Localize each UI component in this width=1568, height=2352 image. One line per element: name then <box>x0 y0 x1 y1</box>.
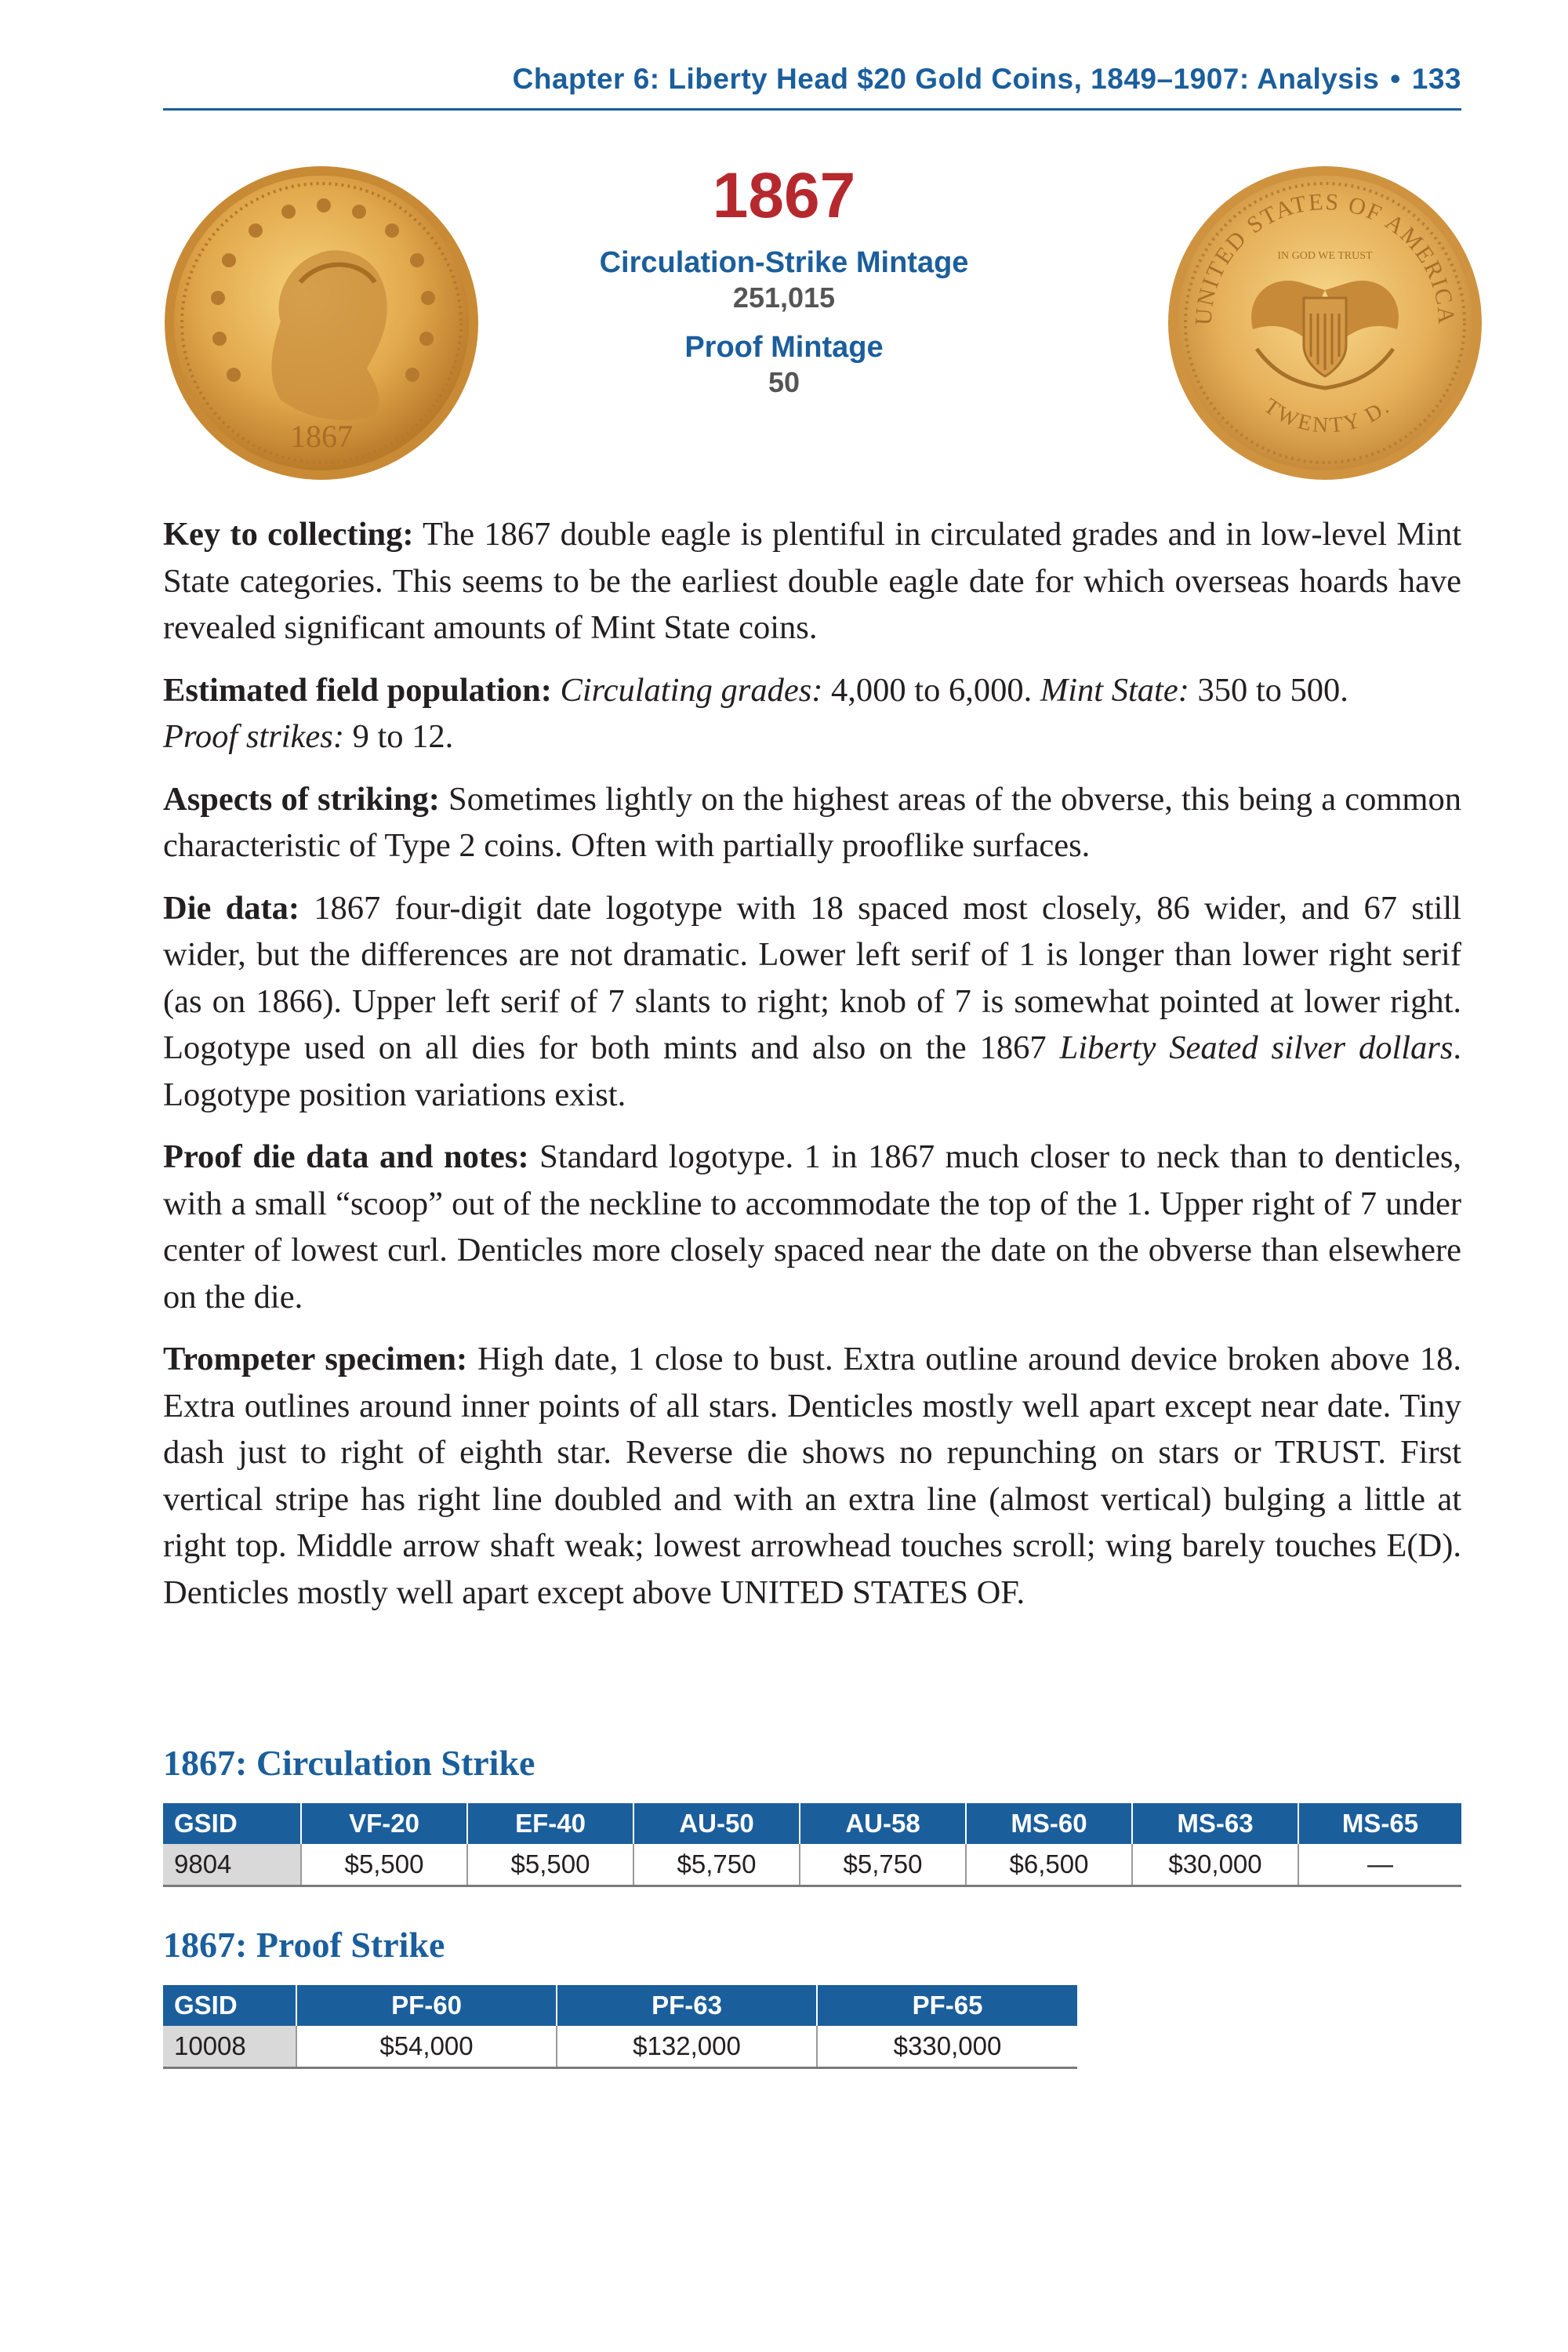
trompeter-label: Trompeter specimen: <box>163 1341 468 1377</box>
key-to-collecting-text: The 1867 double eagle is plentiful in circulated grades and in low-level Mint State categories. This seems to be the earliest double eagle date for which overseas hoards have revealed significant amounts of Mint State coins. <box>163 516 1461 646</box>
table-header-row <box>163 1985 1077 2026</box>
column-header: PF-63 <box>557 1985 817 2026</box>
page-number: 133 <box>1411 63 1461 95</box>
reverse-coin-image <box>1167 165 1484 486</box>
field-population-paragraph <box>163 667 1461 760</box>
price-cell: $5,500 <box>301 1844 467 1886</box>
column-header: PF-60 <box>296 1985 557 2026</box>
table-header-row <box>163 1803 1461 1844</box>
chapter-title: Chapter 6: Liberty Head $20 Gold Coins, 1849–1907: Analysis <box>512 63 1380 95</box>
price-cell: $6,500 <box>966 1844 1132 1886</box>
price-cell: $54,000 <box>296 2026 557 2068</box>
circulation-table-title: 1867: Circulation Strike <box>163 1743 535 1783</box>
column-header: MS-60 <box>966 1803 1132 1844</box>
proof-price-table <box>163 1985 1077 2069</box>
aspects-of-striking-paragraph <box>163 776 1461 869</box>
proof-strikes-label: Proof strikes: <box>163 718 344 755</box>
reverse-legend-top: UNITED STATES OF AMERICA <box>1190 188 1460 326</box>
coin-date-title: 1867 <box>712 160 856 231</box>
die-data-paragraph <box>163 885 1461 1119</box>
column-header: MS-63 <box>1132 1803 1298 1844</box>
reverse-coin-illustration <box>1167 165 1484 482</box>
column-header: AU-58 <box>800 1803 966 1844</box>
obverse-date-text: 1867 <box>290 419 353 454</box>
mint-state-value: 350 to 500. <box>1189 671 1348 709</box>
price-cell: $30,000 <box>1132 1844 1298 1886</box>
column-header: EF-40 <box>467 1803 633 1844</box>
column-header: AU-50 <box>633 1803 800 1844</box>
bullet-separator: • <box>1390 63 1401 95</box>
die-data-text-end: . Logotype position variations exist. <box>163 1029 1462 1113</box>
price-cell: $5,750 <box>633 1844 800 1886</box>
price-cell: $132,000 <box>557 2026 817 2068</box>
mintage-header <box>502 157 1066 400</box>
price-cell: $330,000 <box>817 2026 1077 2068</box>
price-cell: $5,750 <box>800 1844 966 1886</box>
column-header: VF-20 <box>301 1803 467 1844</box>
proof-mintage-value: 50 <box>768 366 800 398</box>
running-head <box>163 63 1461 96</box>
reverse-legend-bottom: TWENTY D. <box>1259 394 1396 438</box>
column-header: MS-65 <box>1298 1803 1461 1844</box>
price-cell: $5,500 <box>467 1844 633 1886</box>
header-rule <box>163 108 1461 111</box>
coin-description <box>163 511 1461 1632</box>
column-header: PF-65 <box>817 1985 1077 2026</box>
mint-state-label: Mint State: <box>1040 671 1189 709</box>
key-to-collecting-paragraph <box>163 511 1461 652</box>
obverse-coin-image <box>163 165 481 486</box>
proof-die-paragraph <box>163 1134 1461 1320</box>
proof-mintage-label: Proof Mintage <box>684 331 884 364</box>
aspects-of-striking-label: Aspects of striking: <box>163 780 440 818</box>
circulation-mintage-label: Circulation-Strike Mintage <box>599 246 969 279</box>
gsid-cell: 10008 <box>163 2026 296 2068</box>
trompeter-paragraph <box>163 1336 1461 1616</box>
table-row <box>163 2026 1077 2068</box>
circulation-mintage-value: 251,015 <box>732 281 836 314</box>
circulating-grades-label: Circulating grades: <box>560 671 823 709</box>
circulation-price-table <box>163 1803 1461 1887</box>
die-data-italic: Liberty Seated silver dollars <box>1059 1029 1454 1066</box>
circulating-grades-value: 4,000 to 6,000. <box>822 671 1040 709</box>
aspects-of-striking-text: Sometimes lightly on the highest areas of the obverse, this being a common characteristic of Type 2 coins. Often with partially prooflike surfaces. <box>163 780 1461 864</box>
gsid-cell: 9804 <box>163 1844 301 1886</box>
obverse-coin-illustration <box>163 165 481 482</box>
proof-die-text: Standard logotype. 1 in 1867 much closer to neck than to denticles, with a small “scoop” out of the neckline to accommodate the top of the 1. Upper right of 7 under center of lowest curl. Denticles more closely spaced near the date on the obverse than elsewhere on the die. <box>163 1138 1461 1316</box>
proof-strikes-value: 9 to 12. <box>343 718 454 755</box>
column-header: GSID <box>163 1803 301 1844</box>
key-to-collecting-label: Key to collecting: <box>163 516 414 553</box>
price-cell: — <box>1298 1844 1461 1886</box>
reverse-motto: IN GOD WE TRUST <box>1277 250 1373 262</box>
field-population-label: Estimated field population: <box>163 671 552 709</box>
die-data-text: 1867 four-digit date logotype with 18 spaced most closely, 86 wider, and 67 still wider, but the differences are not dramatic. Lower left serif of 1 is longer than lower right serif (as on 1866). Upper left serif of 7 slants to right; knob of 7 is somewhat pointed at lower right. Logotype used on all dies for both mints and also on the 1867 <box>163 889 1461 1066</box>
proof-die-label: Proof die data and notes: <box>163 1138 529 1175</box>
column-header: GSID <box>163 1985 296 2026</box>
table-row <box>163 1844 1461 1886</box>
proof-table-title: 1867: Proof Strike <box>163 1925 445 1965</box>
trompeter-text: High date, 1 close to bust. Extra outline around device broken above 18. Extra outlines around inner points of all stars. Denticles mostly well apart except near date. Tiny dash just to right of eighth star. Reverse die shows no repunching on stars or TRUST. First vertical stripe has right line doubled and with an extra line (almost vertical) bulging a little at right top. Middle arrow shaft weak; lowest arrowhead touches scroll; wing barely touches E(D). Denticles mostly well apart except above UNITED STATES OF. <box>163 1341 1461 1611</box>
die-data-label: Die data: <box>163 889 300 927</box>
